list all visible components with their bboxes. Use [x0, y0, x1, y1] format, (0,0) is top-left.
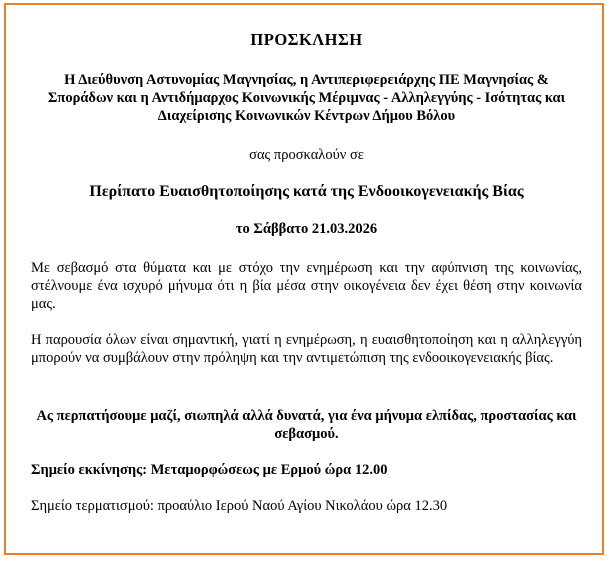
event-name: Περίπατο Ευαισθητοποίησης κατά της Ενδοοικογενειακής Βίας — [89, 183, 524, 200]
document-title: ΠΡΟΣΚΛΗΣΗ — [250, 30, 363, 49]
paragraph-purpose: Με σεβασμό στα θύματα και με στόχο την ενημέρωση και την αφύπνιση της κοινωνίας, στέλνουμε ένα ισχυρό μήνυμα ότι η βία μέσα στην οικογένεια δεν έχει θέση στην κοινωνία μας. — [31, 260, 582, 312]
start-point: Σημείο εκκίνησης: Μεταμορφώσεως με Ερμού ώρα 12.00 — [31, 462, 388, 478]
event-date: το Σάββατο 21.03.2026 — [235, 221, 378, 237]
slogan: Ας περπατήσουμε μαζί, σιωπηλά αλλά δυνατά, για ένα μήνυμα ελπίδας, προστασίας και σεβασμού. — [36, 408, 577, 442]
organizers-paragraph: Η Διεύθυνση Αστυνομίας Μαγνησίας, η Αντιπεριφερειάρχης ΠΕ Μαγνησίας & Σποράδων και η Αντιδήμαρχος Κοινωνικής Μέριμνας - Αλληλεγγύης - Ισότητας και Διαχείρισης Κοινωνικών Κέντρων Δήμου Βόλου — [47, 72, 566, 124]
end-point: Σημείο τερματισμού: προαύλιο Ιερού Ναού Αγίου Νικολάου ώρα 12.30 — [31, 498, 448, 514]
paragraph-importance: Η παρουσία όλων είναι σημαντική, γιατί η ενημέρωση, η ευαισθητοποίηση και η αλληλεγγύη μπορούν να συμβάλουν στην πρόληψη και την αντιμετώπιση της ενδοοικογενειακής βίας. — [31, 332, 582, 366]
invite-phrase: σας προσκαλούν σε — [249, 147, 364, 163]
